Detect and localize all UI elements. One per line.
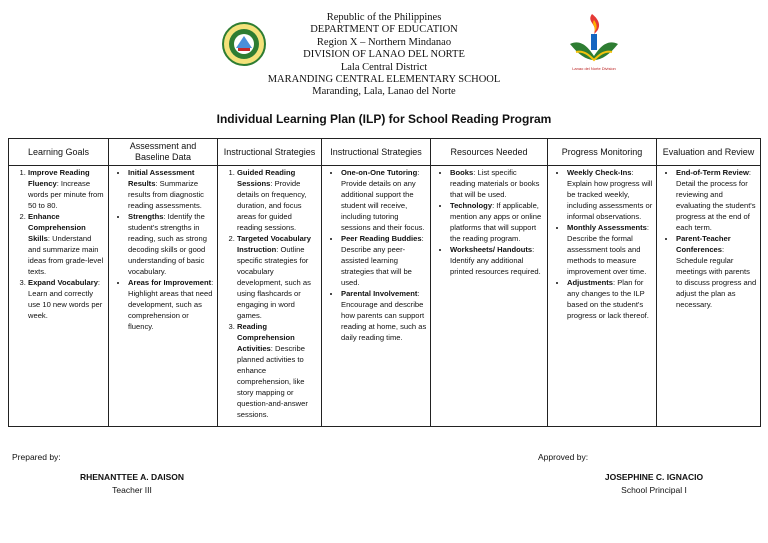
preparer-name: RHENANTTEE A. DAISON [79,472,185,482]
list-item [341,233,427,288]
resources-cell [431,166,548,427]
approver-role: School Principal I [621,485,687,495]
item-heading: Improve Reading Fluency [28,168,90,188]
list-item [28,211,105,277]
list-item [567,222,653,277]
approver-name: JOSEPHINE C. IGNACIO [604,472,704,482]
item-heading: Targeted Vocabulary Instruction [237,234,311,254]
item-heading: Initial Assessment Results [128,168,195,188]
table-header-row [9,139,761,166]
item-text: : Explain how progress will be tracked weekly, including assessments or informal observations. [567,168,653,221]
list-item [676,233,757,310]
list-item [237,321,318,420]
header-line-4: DIVISION OF LANAO DEL NORTE [303,49,465,61]
list-item [237,167,318,233]
item-heading: Worksheets/ Handouts [450,245,533,254]
item-heading: Adjustments [567,278,613,287]
item-text: : Outline specific strategies for vocabulary development, such as using flashcards or engaging in word games. [237,245,311,320]
list-item [128,211,214,277]
item-heading: Books [450,168,474,177]
item-heading: End-of-Term Review [676,168,749,177]
item-text: : Plan for any changes to the ILP based on the student's progress or lack thereof. [567,278,649,320]
item-heading: Peer Reading Buddies [341,234,422,243]
item-heading: Monthly Assessments [567,223,647,232]
item-text: : Understand and summarize main ideas from grade-level texts. [28,234,104,276]
list-item [128,277,214,332]
header-line-2: DEPARTMENT OF EDUCATION [310,24,458,36]
monitoring-cell [548,166,657,427]
assessment-cell [109,166,218,427]
column-header: Instructional Strategies [218,139,322,166]
header-line-1: Republic of the Philippines [326,12,442,23]
column-header: Resources Needed [431,139,548,166]
preparer-role: Teacher III [112,485,152,495]
division-logo [562,10,626,72]
item-text: : Summarize results from diagnostic reading assessments. [128,179,204,210]
list-item [28,277,105,321]
item-heading: Expand Vocabulary [28,278,98,287]
column-header: Evaluation and Review [657,139,761,166]
list-item [676,167,757,233]
letterhead [0,12,768,99]
table-row [9,166,761,427]
item-text: : Encourage and describe how parents can support reading at home, such as daily reading time. [341,289,427,342]
item-text: : Learn and correctly use 10 new words per week. [28,278,103,320]
header-line-6: MARANDING CENTRAL ELEMENTARY SCHOOL [267,74,501,86]
document-title: Individual Learning Plan (ILP) for School Reading Program [216,112,552,126]
item-text: : If applicable, mention any apps or online platforms that will support the reading program. [450,201,542,243]
item-heading: Parent-Teacher Conferences [676,234,731,254]
list-item [237,233,318,321]
item-text: : List specific reading materials or books that will be used. [450,168,540,199]
item-heading: Reading Comprehension Activities [237,322,295,353]
item-text: : Provide details on any additional support the student will receive, including tutoring sessions and their focus. [341,168,425,232]
ilp-table [8,138,761,427]
header-line-3: Region X – Northern Mindanao [316,36,452,48]
item-heading: Guided Reading Sessions [237,168,296,188]
item-text: : Describe any peer-assisted learning strategies that will be used. [341,234,424,287]
column-header: Instructional Strategies [322,139,431,166]
item-heading: One-on-One Tutoring [341,168,418,177]
item-text: : Identify any additional printed resources required. [450,245,541,276]
list-item [567,167,653,222]
list-item [128,167,214,211]
item-text: : Describe planned activities to enhance comprehension, like story mapping or question-and-answer sessions. [237,344,308,419]
learning-goals-cell [9,166,109,427]
prepared-by-label: Prepared by: [12,452,61,462]
item-text: : Describe the formal assessment tools and methods to measure improvement over time. [567,223,650,276]
list-item [567,277,653,321]
list-item [28,167,105,211]
list-item [450,167,544,200]
column-header: Learning Goals [9,139,109,166]
column-header: Assessment and Baseline Data [109,139,218,166]
item-text: : Identify the student's strengths in reading, such as strong decoding skills or good understanding of basic vocabulary. [128,212,207,276]
item-text: : Provide details on frequency, duration, and focus areas for guided reading sessions. [237,179,307,232]
header-line-7: Maranding, Lala, Lanao del Norte [312,86,456,98]
list-item [341,167,427,233]
list-item [341,288,427,343]
item-text: : Increase words per minute from 50 to 80. [28,179,104,210]
evaluation-cell [657,166,761,427]
strategies-cell-1 [218,166,322,427]
item-heading: Areas for Improvement [128,278,212,287]
item-text: : Detail the process for reviewing and evaluating the student's progress at the end of each term. [676,168,756,232]
item-heading: Parental Involvement [341,289,418,298]
header-line-5: Lala Central District [340,61,428,73]
item-heading: Enhance Comprehension Skills [28,212,86,243]
school-seal-logo [222,22,266,66]
item-text: : Highlight areas that need development, such as comprehension or fluency. [128,278,214,331]
item-heading: Technology [450,201,493,210]
item-heading: Weekly Check-Ins [567,168,632,177]
item-heading: Strengths [128,212,164,221]
column-header: Progress Monitoring [548,139,657,166]
list-item [450,244,544,277]
division-logo-caption: Lanao del Norte Division [572,66,616,71]
list-item [450,200,544,244]
approved-by-label: Approved by: [538,452,589,462]
item-text: : Schedule regular meetings with parents to discuss progress and adjust the plan as necessary. [676,245,757,309]
strategies-cell-2 [322,166,431,427]
